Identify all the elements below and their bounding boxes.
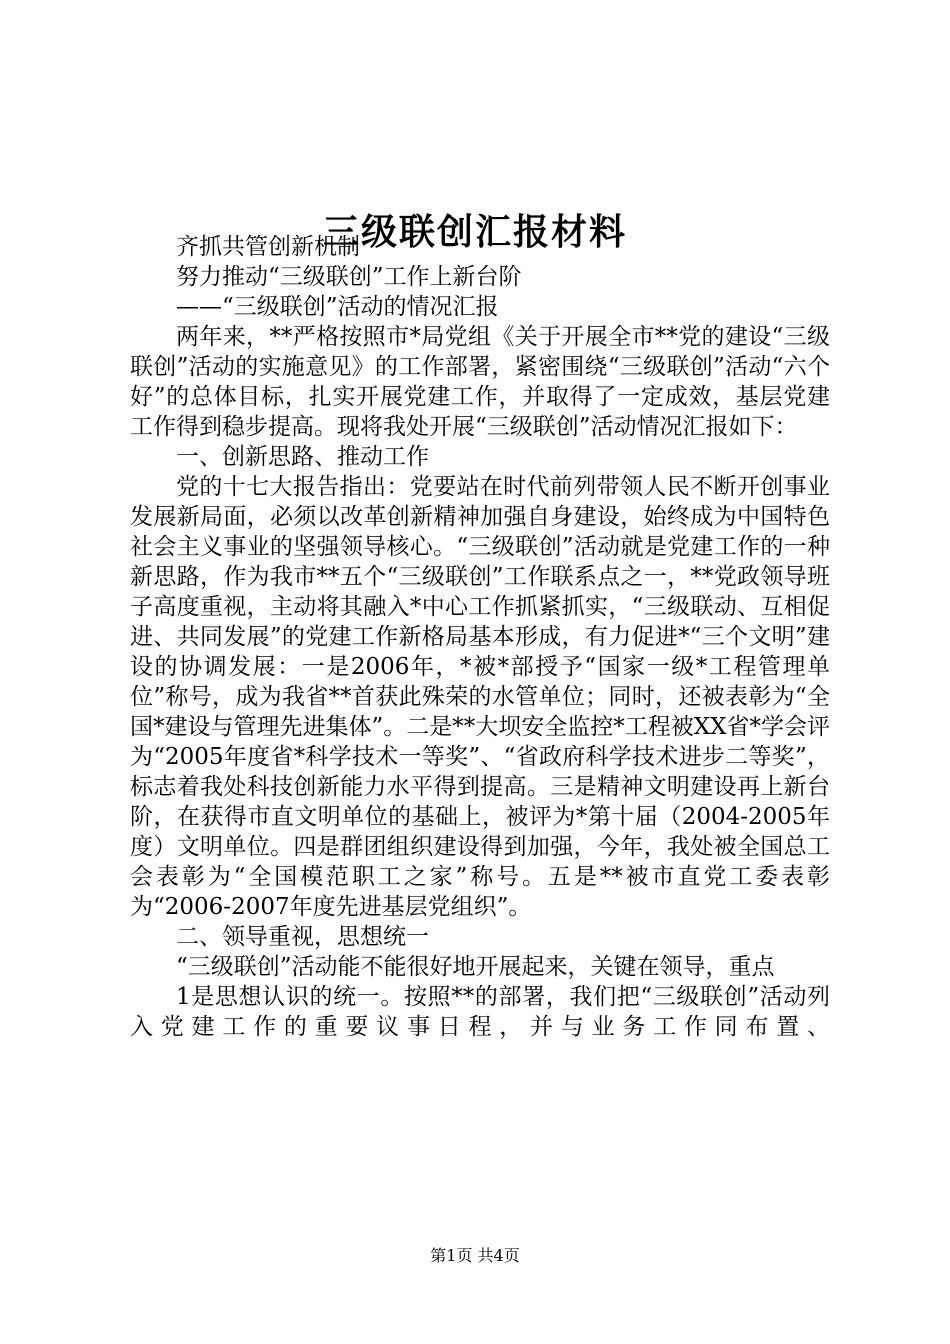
section-1-paragraph: 党的十七大报告指出：党要站在时代前列带领人民不断开创事业发展新局面，必须以改革创新精神加强自身建设，始终成为中国特色社会主义事业的坚强领导核心。“三级联创”活动就是党建工作的一种新思路，作为我市**五个“三级联创”工作联系点之一，**党政领导班子高度重视，主动将其融入*中心工作抓紧抓实，“三级联动、互相促进、共同发展”的党建工作新格局基本形成，有力促进*“三个文明”建设的协调发展：一是2006年，*被*部授予“国家一级*工程管理单位”称号，成为我省**首获此殊荣的水管单位；同时，还被表彰为“全国*建设与管理先进集体”。二是**大坝安全监控*工程被XX省*学会评为“2005年度省*科学技术一等奖”、“省政府科学技术进步二等奖”，标志着我处科技创新能力水平得到提高。三是精神文明建设再上新台阶，在获得市直文明单位的基础上，被评为*第十届（2004-2005年度）文明单位。四是群团组织建设得到加强，今年，我处被全国总工会表彰为“全国模范职工之家”称号。五是**被市直党工委表彰为“2006-2007年度先进基层党组织”。 [130,474,831,920]
section-2-point-1: 1是思想认识的统一。按照**的部署，我们把“三级联创”活动列入党建工作的重要议事日程，并与业务工作同布置、 [130,984,830,1040]
section-heading-1: 一、创新思路、推动工作 [176,444,429,470]
document-title: 三级联创汇报材料 [322,211,627,254]
section-heading-2: 二、领导重视，思想统一 [176,924,429,950]
page-footer: 第1页 共4页 [430,1246,520,1265]
subtitle-line-3: ——“三级联创”活动的情况汇报 [176,294,499,320]
intro-paragraph: 两年来，**严格按照市*局党组《关于开展全市**党的建设“三级联创”活动的实施意见》的工作部署，紧密围绕“三级联创”活动“六个好”的总体目标，扎实开展党建工作，并取得了一定成效，基层党建工作得到稳步提高。现将我处开展“三级联创”活动情况汇报如下： [130,324,830,440]
subtitle-line-1: 齐抓共管创新机制 [176,234,360,260]
subtitle-line-2: 努力推动“三级联创”工作上新台阶 [176,264,522,290]
section-2-paragraph: “三级联创”活动能不能很好地开展起来，关键在领导，重点 [176,954,775,980]
document-body [130,232,830,1042]
